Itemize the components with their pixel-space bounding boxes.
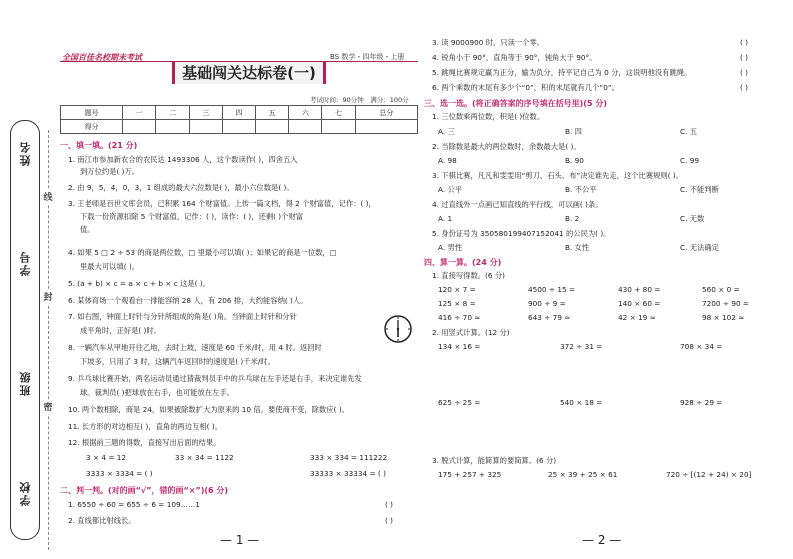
oral-calc: 430 + 80 =: [618, 285, 661, 294]
judge-item: 1. 6550 ÷ 60 = 655 ÷ 6 = 109……1: [68, 500, 200, 509]
choice-question: 4. 过直线外一点画已知直线的平行线，可以画( )条。: [432, 200, 603, 209]
vertical-calc: 372 ÷ 31 =: [560, 342, 603, 351]
score-input-cell[interactable]: [156, 120, 189, 134]
score-input-cell[interactable]: [189, 120, 222, 134]
pattern-cell: 3333 × 3334 = ( ): [86, 469, 153, 478]
score-input-cell[interactable]: [289, 120, 322, 134]
binding-strip: [0, 0, 52, 559]
s1-line: 成平角时，正好是( )时。: [80, 326, 161, 335]
choice-option[interactable]: A. 男性: [438, 243, 463, 252]
s1-line: 6. 某体育场一个观看台一排能容纳 28 人，有 206 排，大约能容纳( )人。: [68, 296, 308, 305]
vertical-calc: 540 × 18 =: [560, 398, 603, 407]
choice-option[interactable]: C. 五: [680, 127, 698, 136]
oral-calc: 643 ÷ 79 ≈: [528, 313, 571, 322]
section1-heading: 一、填一填。(21 分): [60, 141, 138, 150]
oral-calc: 4500 ÷ 15 =: [528, 285, 576, 294]
vertical-calc: 708 × 34 =: [680, 342, 723, 351]
score-input-cell[interactable]: [322, 120, 355, 134]
judge-item: 4. 锐角小于 90°，直角等于 90°，钝角大于 90°。: [432, 53, 597, 62]
score-row-label: 得分: [61, 120, 123, 134]
choice-option[interactable]: A. 公平: [438, 185, 463, 194]
oral-calc: 98 × 102 ≈: [702, 313, 745, 322]
score-cell: 三: [189, 106, 222, 120]
s1-line: 下载一份资源扣除 5 个财富值，记作：( )，读作：( )，还剩( )个财富: [80, 212, 304, 221]
score-cell: 一: [123, 106, 156, 120]
score-input-cell[interactable]: [355, 120, 417, 134]
sub-heading: 3. 脱式计算，能简算的要简算。(6 分): [432, 456, 557, 465]
page-title: 基础闯关达标卷(一): [172, 62, 326, 84]
choice-question: 2. 当除数是最大的两位数时，余数最大是( )。: [432, 142, 581, 151]
score-table: [60, 105, 418, 134]
choice-option[interactable]: A. 三: [438, 127, 455, 136]
s1-line: 11. 长方形的对边相互( )，直角的两边互相( )。: [68, 422, 222, 431]
score-cell: 总分: [355, 106, 417, 120]
choice-question: 1. 三位数乘两位数，积是( )位数。: [432, 112, 545, 121]
s1-line: 值。: [80, 225, 95, 234]
choice-option[interactable]: C. 无法确定: [680, 243, 719, 252]
score-cell: 题号: [61, 106, 123, 120]
s1-line: 7. 如右图，钟面上时针与分针所组成的角是( )角。当钟面上时针和分针: [68, 312, 297, 321]
seal-xian: 线: [42, 190, 54, 204]
oral-calc: 900 ÷ 9 =: [528, 299, 566, 308]
oral-calc: 560 × 0 =: [702, 285, 740, 294]
answer-paren[interactable]: ( ): [385, 516, 394, 525]
sub-heading: 1. 直接写得数。(6 分): [432, 271, 506, 280]
score-input-cell[interactable]: [256, 120, 289, 134]
oral-calc: 125 × 8 =: [438, 299, 476, 308]
mixed-calc: 25 × 39 + 25 × 61: [548, 470, 618, 479]
choice-option[interactable]: A. 98: [438, 156, 457, 165]
answer-paren[interactable]: ( ): [740, 83, 749, 92]
choice-question: 5. 身份证号为 350580199407152041 的公民为( )。: [432, 229, 611, 238]
answer-paren[interactable]: ( ): [740, 38, 749, 47]
score-cell: 六: [289, 106, 322, 120]
answer-paren[interactable]: ( ): [740, 68, 749, 77]
score-cell: 五: [256, 106, 289, 120]
s1-line: 球。裁判员( )把球放在右手，也可能放在左手。: [80, 388, 234, 397]
s1-line: 2. 由 9，5，4，0，3，1 组成的最大六位数是( )，最小六位数是( )。: [68, 183, 294, 192]
pattern-cell: 33 × 34 = 1122: [175, 453, 234, 462]
header-left-tag: 全国百佳名校期末考试: [62, 53, 142, 62]
choice-option[interactable]: B. 女性: [565, 243, 590, 252]
choice-option[interactable]: B. 不公平: [565, 185, 597, 194]
score-input-cell[interactable]: [123, 120, 156, 134]
sub-heading: 2. 用竖式计算。(12 分): [432, 328, 510, 337]
choice-option[interactable]: B. 90: [565, 156, 584, 165]
score-table-score-row: [61, 120, 418, 134]
oral-calc: 416 ÷ 70 ≈: [438, 313, 481, 322]
vertical-calc: 134 × 16 =: [438, 342, 481, 351]
clock-icon: [383, 314, 413, 344]
pattern-cell: 333 × 334 = 111222: [310, 453, 388, 462]
page-number-1: — 1 —: [220, 533, 260, 547]
section3-heading: 三、选一选。(将正确答案的序号填在括号里)(5 分): [424, 99, 607, 108]
answer-paren[interactable]: ( ): [740, 53, 749, 62]
s1-line: 下坡多，只用了 3 时，这辆汽车返回时的速度是( )千米/时。: [80, 357, 275, 366]
s1-line: 5. (a + b) × c = a × c + b × c 这是( )。: [68, 279, 210, 288]
s1-line: 1. 南江市参加新农合的农民达 1493306 人，这个数读作( )，四舍五入: [68, 155, 298, 164]
choice-option[interactable]: A. 1: [438, 214, 453, 223]
s1-line: 8. 一辆汽车从甲地开往乙地，去时上坡，速度是 60 千米/时，用 4 时。返回时: [68, 343, 322, 352]
oral-calc: 7200 ÷ 90 =: [702, 299, 750, 308]
choice-option[interactable]: C. 无数: [680, 214, 705, 223]
s1-line: 到万位约是( )万。: [80, 167, 140, 176]
pattern-cell: 33333 × 33334 = ( ): [310, 469, 386, 478]
label-name: 姓名: [19, 140, 32, 166]
choice-option[interactable]: B. 2: [565, 214, 580, 223]
choice-question: 3. 下棋比赛，凡凡和雯雯用“剪刀、石头、布”决定谁先走，这个比赛规则( )。: [432, 171, 684, 180]
binding-outline: [10, 120, 40, 540]
oral-calc: 42 × 19 ≈: [618, 313, 656, 322]
judge-item: 2. 直线都比射线长。: [68, 516, 136, 525]
judge-item: 3. 读 9000900 时，只读一个零。: [432, 38, 545, 47]
vertical-calc: 625 ÷ 25 =: [438, 398, 481, 407]
oral-calc: 120 × 7 =: [438, 285, 476, 294]
s1-line: 3. 王老师是百世文库会员，已积累 164 个财富值。上传一篇文档，得 2 个财富值，记作：( )，: [68, 199, 376, 208]
choice-option[interactable]: B. 四: [565, 127, 582, 136]
choice-option[interactable]: C. 不能判断: [680, 185, 719, 194]
label-student-id: 学号: [19, 250, 32, 276]
label-school: 学校: [19, 480, 32, 506]
seal-mi: 密: [42, 400, 54, 414]
vertical-calc: 928 ÷ 29 =: [680, 398, 723, 407]
score-cell: 四: [222, 106, 255, 120]
label-class: 班级: [19, 370, 32, 396]
score-cell: 二: [156, 106, 189, 120]
section2-heading: 二、判一判。(对的画“√”，错的画“×”)(6 分): [60, 486, 229, 495]
s1-line: 12. 根据前三题的得数，直接写出后面的结果。: [68, 438, 221, 447]
s1-line: 9. 乒乓球比赛开始，两名运动员通过猜裁判员手中的乒乓球在左手还是右手，来决定谁先发: [68, 374, 362, 383]
mixed-calc: 175 + 257 + 325: [438, 470, 502, 479]
choice-option[interactable]: C. 99: [680, 156, 700, 165]
page-number-2: — 2 —: [582, 533, 622, 547]
mixed-calc: 720 ÷ [(12 + 24) × 20]: [666, 470, 752, 479]
s1-line: 10. 两个数相除，商是 24，如果被除数扩大为原来的 10 倍，要使商不变，除数应( )。: [68, 405, 349, 414]
s1-line: 里最大可以填( )。: [80, 262, 140, 271]
pattern-cell: 3 × 4 = 12: [86, 453, 127, 462]
score-table-header-row: [61, 106, 418, 120]
oral-calc: 140 × 60 =: [618, 299, 661, 308]
s1-line: 4. 如果 5 □ 2 ÷ 53 的商是两位数，□ 里最小可以填( )；如果它的商是一位数，□: [68, 248, 337, 257]
section4-heading: 四、算一算。(24 分): [424, 258, 502, 267]
score-input-cell[interactable]: [222, 120, 255, 134]
seal-feng: 封: [42, 290, 54, 304]
answer-paren[interactable]: ( ): [385, 500, 394, 509]
judge-item: 5. 跳绳比赛规定赢为正分，输为负分，持平记自己为 0 分，这说明他没有跳绳。: [432, 68, 692, 77]
exam-meta: 考试时间：90分钟 满分：100分: [310, 96, 409, 104]
judge-item: 6. 两个乘数的末尾有多少个“0”，积的末尾就有几个“0”。: [432, 83, 619, 92]
header-right-tag: BS 数学・四年级・上册: [330, 53, 405, 61]
score-cell: 七: [322, 106, 355, 120]
